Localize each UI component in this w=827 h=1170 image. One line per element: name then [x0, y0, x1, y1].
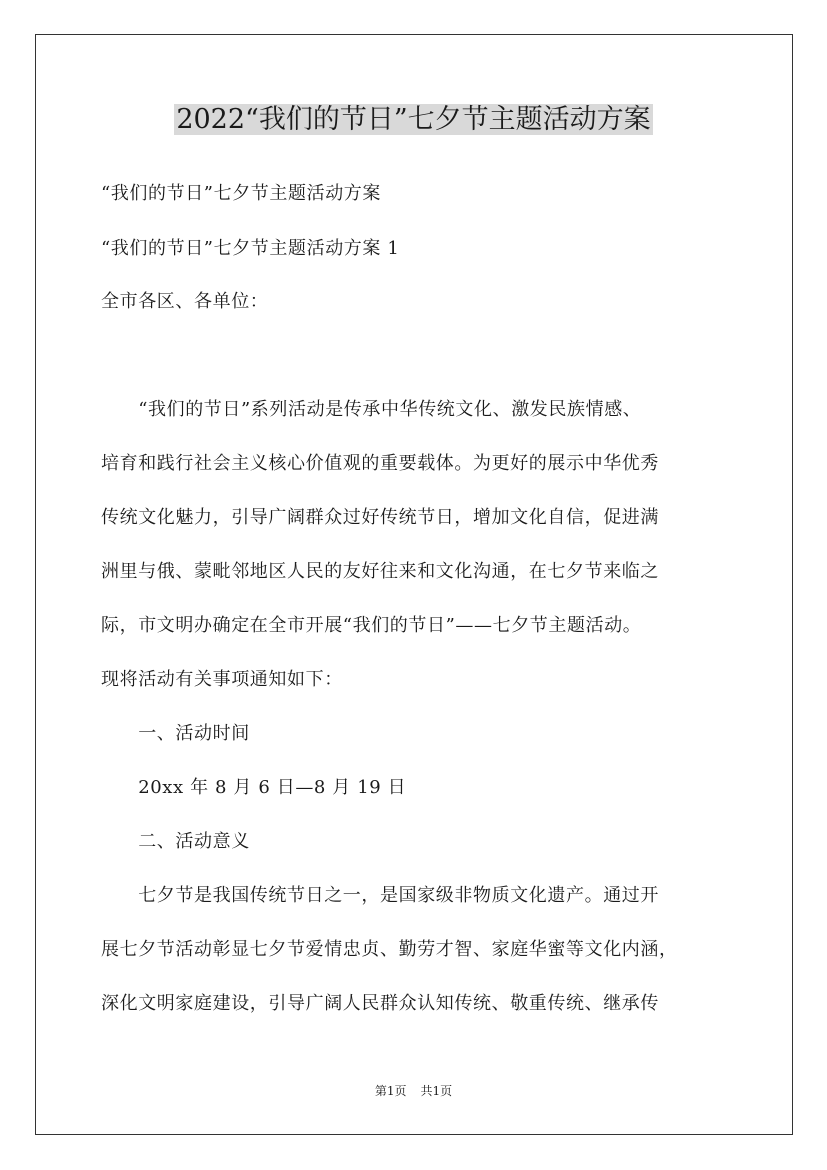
body-line: “我们的节日”系列活动是传承中华传统文化、激发民族情感、 — [101, 399, 642, 420]
body-line: 传统文化魅力，引导广阔群众过好传统节日，增加文化自信，促进满 — [101, 507, 659, 528]
salutation: 全市各区、各单位： — [101, 291, 269, 312]
subtitle-line: “我们的节日”七夕节主题活动方案 — [101, 183, 382, 204]
page-footer — [0, 1083, 827, 1099]
page-number: 第1页 — [374, 1084, 407, 1098]
section-heading: “我们的节日”七夕节主题活动方案 1 — [101, 238, 400, 259]
heading-activity-meaning: 二、活动意义 — [101, 831, 250, 852]
document-title — [0, 99, 827, 141]
body-line: 展七夕节活动彰显七夕节爱情忠贞、勤劳才智、家庭华蜜等文化内涵， — [101, 939, 678, 960]
body-line: 深化文明家庭建设，引导广阔人民群众认知传统、敬重传统、继承传 — [101, 993, 659, 1014]
body-line: 培育和践行社会主义核心价值观的重要载体。为更好的展示中华优秀 — [101, 453, 659, 474]
body-line: 现将活动有关事项通知如下： — [101, 669, 343, 690]
body-line: 洲里与俄、蒙毗邻地区人民的友好往来和文化沟通，在七夕节来临之 — [101, 561, 659, 582]
body-line: 七夕节是我国传统节日之一，是国家级非物质文化遗产。通过开 — [101, 885, 659, 906]
body-line: 际，市文明办确定在全市开展“我们的节日”——七夕节主题活动。 — [101, 615, 642, 636]
heading-activity-time: 一、活动时间 — [101, 723, 250, 744]
activity-dates: 20xx 年 8 月 6 日—8 月 19 日 — [101, 777, 407, 798]
page-total: 共1页 — [420, 1084, 453, 1098]
document-title-text: 2022“我们的节日”七夕节主题活动方案 — [176, 104, 651, 135]
